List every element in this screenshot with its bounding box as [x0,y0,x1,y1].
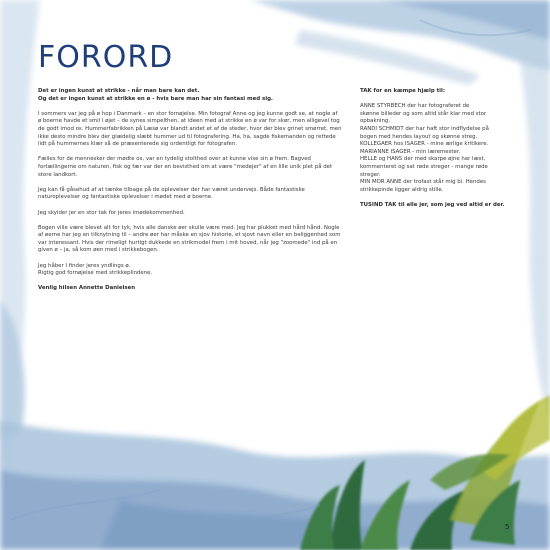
thanks-list [360,103,510,194]
body-paragraph: Bogen ville være blevet alt for tyk, hvis alle danske øer skulle være med. Jeg har plukket med hård hånd. Nogle af øerne har jeg en tilknytning til – andre øer har måske en sjov historie, et sjovt navn eller en beliggenhed som var interessant. Hvis der rimeligt hurtigt dukkede en strikmodel frem i mit hoved, når jeg "zoomede" ind på en given ø – ja, så kom øen med i strikkebogen. [38,224,341,254]
thanks-line: HELLE og HANS der med skarpe øjne har læst, [360,156,486,163]
intro-paragraph [38,88,342,103]
body-paragraph [38,263,342,278]
thanks-line: skønne billeder og som altid står klar med stor [360,110,487,117]
closing-line: Jeg håber I finder jeres yndlings ø. [38,262,131,269]
body-paragraph: Fælles for de mennesker der mødte os, var en tydelig stolthed over at kunne vise sin ø frem. Bagved fortællingerne om naturen, fisk og fær var der en bevisthed om at være "medejer" af en lille unik plet på det store landkort. [38,156,333,178]
signature: Venlig hilsen Annette Danielsen [38,285,136,292]
thanks-heading: TAK for en kæmpe hjælp til: [360,88,446,94]
thanks-line: bogen med hendes layout og skønne streg. [360,133,478,140]
page-title: FORORD [38,40,174,75]
thanks-closing: TUSIND TAK til alle jer, som jeg ved altid er der. [360,201,505,208]
thanks-line: ANNE STYRBECH der har fotograferet de [360,103,470,110]
body-paragraph: Jeg kan få gåsehud af at tænke tilbage på de oplevelser der har været undervejs. Både fantastiske naturoplevelser og fantastiske oplevelser i mødet med ø boerne. [38,186,305,201]
thanks-line: opbakning. [360,118,391,125]
body-paragraph: I sommers var jeg på ø hop i Danmark – en stor fornøjelse. Min fotograf Anne og jeg kunne godt se, at nogle af ø boerne havde et smil i øjet – de synes simpelthen, at ideen med at strikke en ø var for skør, men alligevel tog de godt imod os. Hummerfabrikken på Læsø var blandt andet et af de steder, hvor der blev grinet smørret, men ikke desto mindre blev der glædelig slæbt hummer ud til fotografering. Ha, ha, sagde fiskemanden og rettede lidt på hummernes klær så de præsenterede sig ordentligt for fotografen. [38,110,342,148]
foreword-column [38,88,342,301]
thanks-column [360,88,510,217]
thanks-line: strikkepinde ligger aldrig stille. [360,186,444,193]
body-paragraph: Jeg skylder jer en stor tak for jeres imødekommenhed. [38,209,185,216]
thanks-line: KOLLEGAER hos ISAGER - mine ærlige kritikere. [360,141,489,148]
thanks-line: MIN MOR ANNE der trofast står mig bi. Hendes [360,179,486,186]
closing-line: Rigtig god fornøjelse med strikkeplindene. [38,270,153,277]
thanks-line: RANDI SCHMIDT der har haft stor indflydelse på [360,125,489,132]
thanks-line: MARIANNE ISAGER - min læremester. [360,148,461,155]
page-number: 5 [505,523,510,531]
thanks-line: kommenteret og sat røde streger - mange røde [360,163,488,170]
intro-line: Og det er ingen kunst at strikke en ø - hvis bare man har sin fantasi med sig. [38,95,273,102]
intro-line: Det er ingen kunst at strikke - når man bare kan det. [38,88,200,94]
thanks-line: streger. [360,171,381,178]
